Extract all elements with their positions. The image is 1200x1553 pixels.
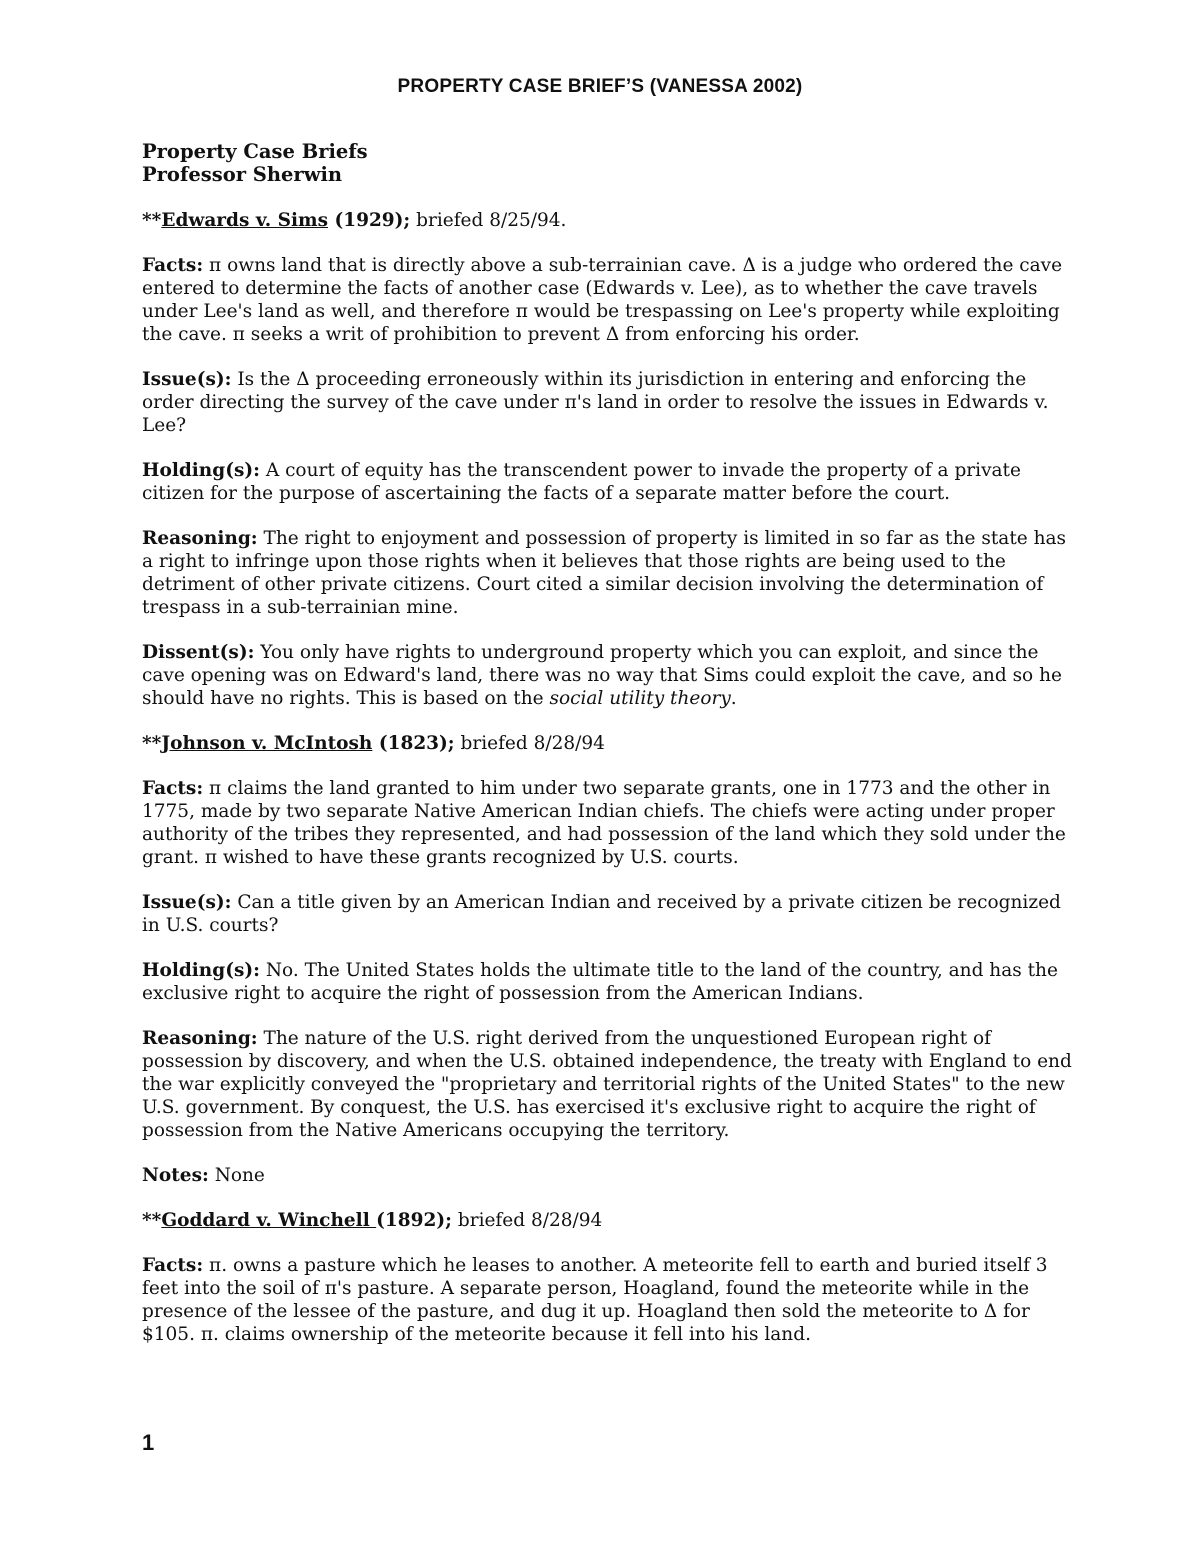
issue-text: Is the Δ proceeding erroneously within its jurisdiction in entering and enforcing the order directing the survey of the cave under π's land in order to resolve the issues in Edwards v. Lee?	[142, 369, 1049, 436]
holding-paragraph	[142, 959, 1072, 1005]
case-briefed-date: briefed 8/25/94.	[410, 210, 567, 231]
issue-label: Issue(s):	[142, 369, 232, 390]
dissent-paragraph	[142, 641, 1072, 710]
dissent-label: Dissent(s):	[142, 642, 255, 663]
document-title: Property Case Briefs	[142, 140, 368, 163]
case-briefed-date: briefed 8/28/94	[454, 733, 605, 754]
case-stars: **	[142, 733, 162, 754]
document-body	[142, 140, 1072, 1368]
notes-paragraph	[142, 1164, 1072, 1187]
facts-text: π. owns a pasture which he leases to another. A meteorite fell to earth and buried itself 3 feet into the soil of π's pasture. A separate person, Hoagland, found the meteorite while in the presence of the lessee of the pasture, and dug it up. Hoagland then sold the meteorite to Δ for $105. π. claims ownership of the meteorite because it fell into his land.	[142, 1255, 1048, 1345]
case-johnson-v-mcintosh	[142, 732, 1072, 1187]
holding-paragraph	[142, 459, 1072, 505]
reasoning-label: Reasoning:	[142, 528, 258, 549]
case-heading	[142, 732, 1072, 755]
case-name: Johnson v. McIntosh	[161, 733, 373, 754]
facts-label: Facts:	[142, 1255, 204, 1276]
reasoning-text: The nature of the U.S. right derived from the unquestioned European right of possession by discovery, and when the U.S. obtained independence, the treaty with England to end the war explicitly conveyed the "proprietary and territorial rights of the United States" to the new U.S. government. By conquest, the U.S. has exercised it's exclusive right to acquire the right of possession from the Native Americans occupying the territory.	[142, 1028, 1072, 1141]
case-briefed-date: briefed 8/28/94	[452, 1210, 603, 1231]
notes-text: None	[208, 1165, 265, 1186]
holding-text: No. The United States holds the ultimate title to the land of the country, and has the exclusive right to acquire the right of possession from the American Indians.	[142, 960, 1058, 1004]
issue-text: Can a title given by an American Indian and received by a private citizen be recognized in U.S. courts?	[142, 892, 1061, 936]
dissent-text: You only have rights to underground property which you can exploit, and since the cave opening was on Edward's land, there was no way that Sims could exploit the cave, and so he should have no rights. This is based on the	[142, 642, 1062, 709]
case-heading	[142, 209, 1072, 232]
case-year: (1892);	[376, 1210, 452, 1231]
holding-label: Holding(s):	[142, 460, 260, 481]
facts-paragraph	[142, 777, 1072, 869]
document-title-block	[142, 140, 1072, 186]
holding-text: A court of equity has the transcendent power to invade the property of a private citizen for the purpose of ascertaining the facts of a separate matter before the court.	[142, 460, 1021, 504]
dissent-end: .	[730, 688, 737, 709]
case-goddard-v-winchell	[142, 1209, 1072, 1346]
reasoning-paragraph	[142, 527, 1072, 619]
dissent-italic-term: social utility theory	[549, 688, 731, 709]
case-year: (1929);	[328, 210, 411, 231]
issue-label: Issue(s):	[142, 892, 232, 913]
reasoning-paragraph	[142, 1027, 1072, 1142]
facts-label: Facts:	[142, 778, 204, 799]
notes-label: Notes:	[142, 1165, 209, 1186]
facts-text: π claims the land granted to him under two separate grants, one in 1773 and the other in 1775, made by two separate Native American Indian chiefs. The chiefs were acting under proper authority of the tribes they represented, and had possession of the land which they sold under the grant. π wished to have these grants recognized by U.S. courts.	[142, 778, 1066, 868]
reasoning-text: The right to enjoyment and possession of property is limited in so far as the state has a right to infringe upon those rights when it believes that those rights are being used to the detriment of other private citizens. Court cited a similar decision involving the determination of trespass in a sub-terrainian mine.	[142, 528, 1067, 618]
facts-paragraph	[142, 254, 1072, 346]
case-heading	[142, 1209, 1072, 1232]
case-name: Goddard v. Winchell	[161, 1210, 377, 1231]
issue-paragraph	[142, 891, 1072, 937]
page-header: PROPERTY CASE BRIEF’S (VANESSA 2002)	[397, 76, 803, 97]
reasoning-label: Reasoning:	[142, 1028, 258, 1049]
holding-label: Holding(s):	[142, 960, 260, 981]
issue-paragraph	[142, 368, 1072, 437]
case-stars: **	[142, 210, 162, 231]
facts-paragraph	[142, 1254, 1072, 1346]
case-edwards-v-sims	[142, 209, 1072, 710]
document-professor: Professor Sherwin	[142, 163, 343, 186]
facts-text: π owns land that is directly above a sub-terrainian cave. Δ is a judge who ordered the cave entered to determine the facts of another case (Edwards v. Lee), as to whether the cave travels under Lee's land as well, and therefore π would be trespassing on Lee's property while exploiting the cave. π seeks a writ of prohibition to prevent Δ from enforcing his order.	[142, 255, 1063, 345]
facts-label: Facts:	[142, 255, 204, 276]
page-number: 1	[142, 1430, 155, 1455]
case-stars: **	[142, 1210, 162, 1231]
case-year: (1823);	[372, 733, 455, 754]
case-name: Edwards v. Sims	[161, 210, 328, 231]
